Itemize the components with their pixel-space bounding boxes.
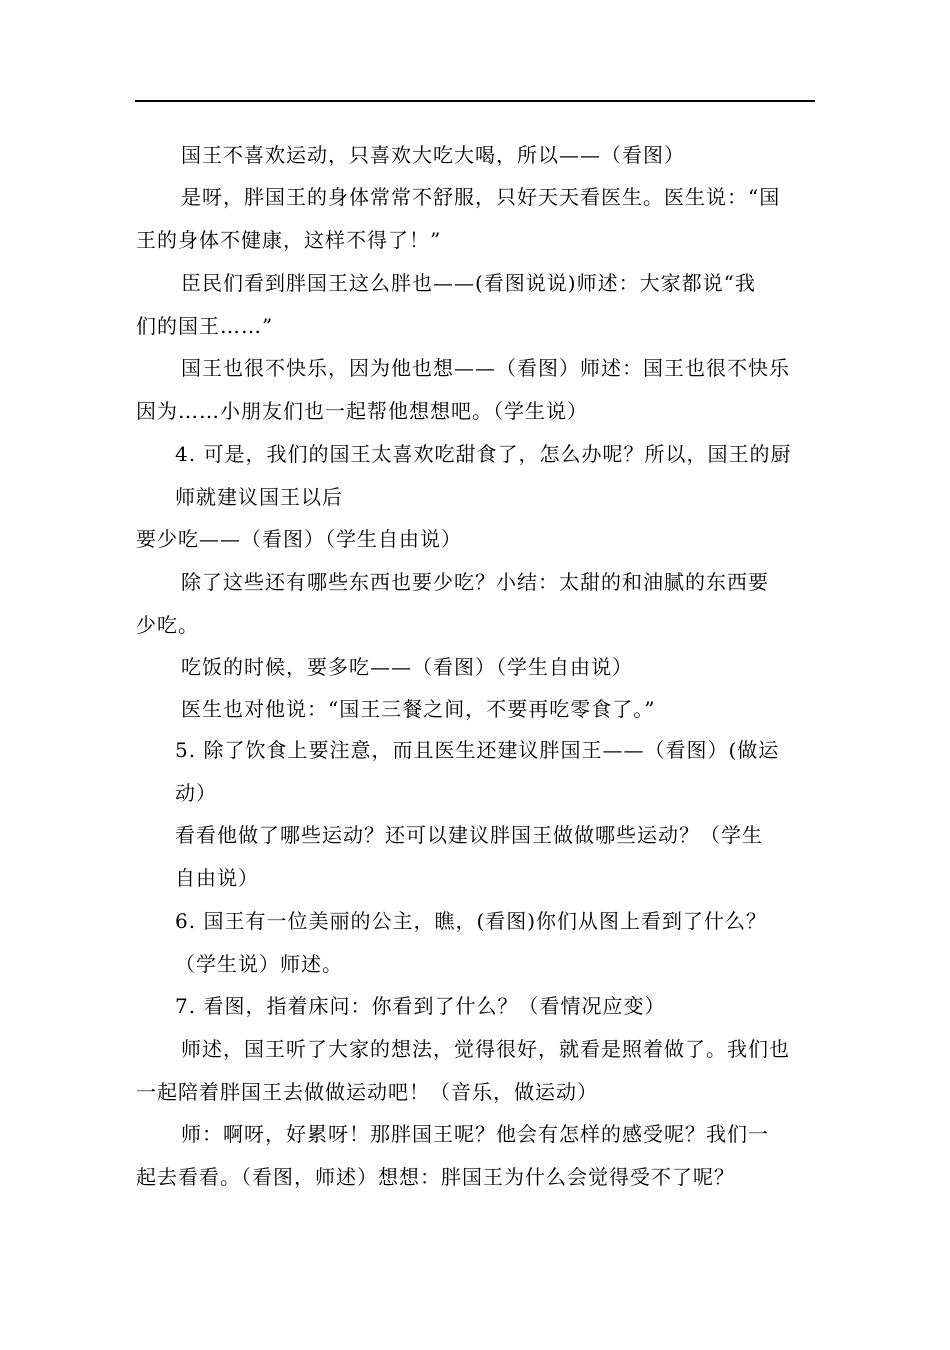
text-line-5: 们的国王……”	[136, 314, 274, 338]
text-line-24: 师：啊呀，好累呀！那胖国王呢？他会有怎样的感受呢？我们一	[181, 1122, 769, 1146]
text-line-16: 动）	[175, 781, 217, 805]
text-line-22: 师述，国王听了大家的想法，觉得很好，就看是照着做了。我们也	[181, 1037, 790, 1061]
text-line-17: 看看他做了哪些运动？还可以建议胖国王做做哪些运动？（学生	[175, 823, 763, 847]
text-line-8: 4. 可是，我们的国王太喜欢吃甜食了，怎么办呢？所以，国王的厨	[175, 442, 792, 466]
text-line-21: 7. 看图，指着床问：你看到了什么？（看情况应变）	[175, 994, 666, 1018]
text-line-11: 除了这些还有哪些东西也要少吃？小结：太甜的和油腻的东西要	[181, 570, 769, 594]
text-line-4: 臣民们看到胖国王这么胖也——(看图说说)师述：大家都说“我	[181, 271, 756, 295]
text-line-20: （学生说）师述。	[175, 952, 343, 976]
text-line-13: 吃饭的时候，要多吃——（看图）（学生自由说）	[181, 655, 633, 679]
text-line-23: 一起陪着胖国王去做做运动吧！（音乐，做运动）	[136, 1080, 598, 1104]
text-line-14: 医生也对他说：“国王三餐之间，不要再吃零食了。”	[181, 697, 656, 721]
text-line-9: 师就建议国王以后	[175, 485, 343, 509]
text-line-18: 自由说）	[175, 866, 259, 890]
text-line-6: 国王也很不快乐，因为他也想——（看图）师述：国王也很不快乐	[181, 356, 790, 380]
header-rule	[135, 100, 815, 102]
text-line-3: 王的身体不健康，这样不得了！”	[136, 228, 442, 252]
text-line-19: 6. 国王有一位美丽的公主，瞧，(看图)你们从图上看到了什么？	[175, 909, 768, 933]
text-line-12: 少吃。	[136, 613, 199, 637]
text-line-2: 是呀，胖国王的身体常常不舒服，只好天天看医生。医生说：“国	[181, 185, 781, 209]
text-line-15: 5. 除了饮食上要注意，而且医生还建议胖国王——（看图）(做运	[175, 738, 780, 762]
text-line-1: 国王不喜欢运动，只喜欢大吃大喝，所以——（看图）	[181, 143, 685, 167]
text-line-10: 要少吃——（看图）（学生自由说）	[136, 527, 462, 551]
text-line-7: 因为……小朋友们也一起帮他想想吧。（学生说）	[136, 399, 588, 423]
text-line-25: 起去看看。（看图，师述）想想：胖国王为什么会觉得受不了呢？	[136, 1165, 735, 1189]
